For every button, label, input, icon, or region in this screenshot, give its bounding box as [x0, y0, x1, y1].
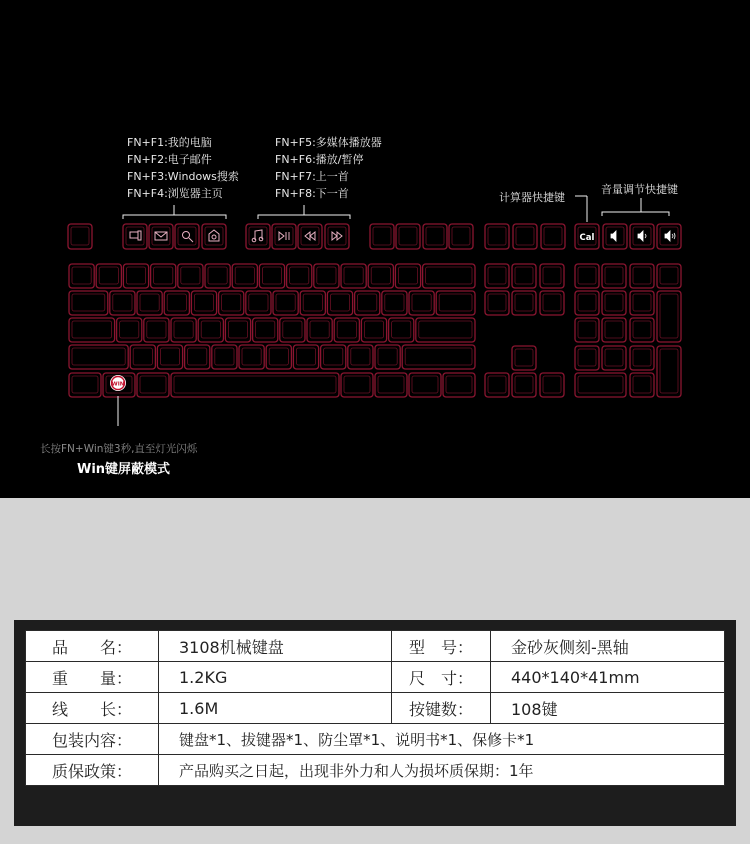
spec-value: 1.2KG — [159, 662, 392, 693]
key — [321, 345, 346, 369]
spec-label: 线 长： — [26, 693, 159, 724]
key — [409, 373, 441, 397]
callout-line: FN+F7:上一首 — [275, 170, 349, 183]
callout-line: FN+F3:Windows搜索 — [127, 170, 239, 183]
key-numpad — [657, 264, 681, 288]
key-arrow — [485, 373, 509, 397]
spec-value: 440*140*41mm — [491, 662, 725, 693]
callout-line: FN+F2:电子邮件 — [127, 153, 212, 166]
key — [69, 291, 108, 315]
music-icon — [252, 230, 263, 242]
key-numpad-plus — [657, 291, 681, 342]
key — [225, 318, 250, 342]
table-row — [26, 724, 725, 755]
key — [205, 264, 230, 288]
callout-volume: 音量调节快捷键 — [601, 183, 678, 196]
key-nav — [485, 291, 509, 315]
key-function — [123, 224, 147, 249]
callout-line: FN+F8:下一首 — [275, 187, 349, 200]
key — [185, 345, 210, 369]
key — [151, 264, 176, 288]
key-numpad — [630, 264, 654, 288]
key-arrow-up — [512, 346, 536, 370]
key — [266, 345, 291, 369]
key — [171, 373, 339, 397]
key-numpad — [575, 346, 599, 370]
key-function — [449, 224, 473, 249]
key — [259, 264, 284, 288]
key — [69, 373, 101, 397]
key-function — [423, 224, 447, 249]
key-print-group — [513, 224, 537, 249]
table-row — [26, 662, 725, 693]
key — [212, 345, 237, 369]
key-function — [202, 224, 226, 249]
win-lock-hint: 长按FN+Win键3秒,直至灯光闪烁 — [40, 443, 198, 455]
key — [368, 264, 393, 288]
spec-label: 按键数： — [392, 693, 491, 724]
key — [69, 345, 128, 369]
key — [382, 291, 407, 315]
key — [436, 291, 475, 315]
win-lock-title: Win键屏蔽模式 — [77, 462, 171, 477]
key-function — [175, 224, 199, 249]
callout-calculator: 计算器快捷键 — [499, 191, 565, 204]
callout-f5-f8 — [275, 134, 382, 202]
key — [341, 373, 373, 397]
key — [219, 291, 244, 315]
key-nav — [540, 291, 564, 315]
key-numpad — [602, 318, 626, 342]
key-numpad — [602, 291, 626, 315]
key — [287, 264, 312, 288]
spec-table — [25, 630, 725, 786]
spec-table-frame — [14, 620, 736, 826]
key — [389, 318, 414, 342]
key — [246, 291, 271, 315]
callout-line: FN+F6:播放/暂停 — [275, 153, 364, 166]
key — [355, 291, 380, 315]
key — [375, 345, 400, 369]
key-nav — [540, 264, 564, 288]
spec-value: 金砂灰侧刻-黑轴 — [491, 631, 725, 662]
key — [402, 345, 475, 369]
key-function — [246, 224, 270, 249]
mute-icon — [611, 231, 616, 241]
volume-up-icon — [665, 231, 675, 241]
spec-label: 重 量： — [26, 662, 159, 693]
key — [273, 291, 298, 315]
key-numpad-enter — [657, 346, 681, 397]
key — [171, 318, 196, 342]
key — [164, 291, 189, 315]
key — [130, 345, 155, 369]
spec-value: 108键 — [491, 693, 725, 724]
key — [69, 264, 94, 288]
key — [280, 318, 305, 342]
key — [395, 264, 420, 288]
volume-down-icon — [638, 231, 646, 241]
key — [191, 291, 216, 315]
table-row — [26, 693, 725, 724]
key — [96, 264, 121, 288]
key — [123, 264, 148, 288]
callout-bracket — [258, 215, 350, 219]
key — [341, 264, 366, 288]
spec-label: 尺 寸： — [392, 662, 491, 693]
key-function — [370, 224, 394, 249]
key-numpad — [630, 318, 654, 342]
key-numpad — [575, 264, 599, 288]
key — [198, 318, 223, 342]
key — [117, 318, 142, 342]
next-track-icon — [332, 232, 342, 240]
spec-label: 型 号： — [392, 631, 491, 662]
key — [178, 264, 203, 288]
computer-icon — [130, 231, 141, 240]
key — [137, 373, 169, 397]
spec-value: 键盘*1、拔键器*1、防尘罩*1、说明书*1、保修卡*1 — [159, 724, 725, 755]
key — [69, 318, 115, 342]
callout-line: FN+F5:多媒体播放器 — [275, 136, 382, 149]
win-key-label: WIN — [111, 381, 125, 388]
calculator-key-label: Cal — [579, 233, 595, 243]
key-arrow — [540, 373, 564, 397]
key-numpad — [575, 291, 599, 315]
table-row — [26, 631, 725, 662]
key-arrow — [512, 373, 536, 397]
key — [375, 373, 407, 397]
key-function — [396, 224, 420, 249]
key-print-group — [541, 224, 565, 249]
search-icon — [183, 232, 194, 243]
callout-bracket — [123, 215, 226, 219]
callout-line: FN+F4:浏览器主页 — [127, 187, 223, 200]
key — [314, 264, 339, 288]
key — [300, 291, 325, 315]
previous-track-icon — [305, 232, 315, 240]
callout-f1-f4 — [127, 134, 239, 202]
key — [293, 345, 318, 369]
key-numpad-dot — [630, 373, 654, 397]
key — [137, 291, 162, 315]
key-numpad — [630, 291, 654, 315]
key-nav — [485, 264, 509, 288]
spec-value: 产品购买之日起，出现非外力和人为损坏质保期：1年 — [159, 755, 725, 786]
spec-label: 质保政策： — [26, 755, 159, 786]
key — [409, 291, 434, 315]
key-numpad-zero — [575, 373, 626, 397]
key — [443, 373, 475, 397]
callout-bracket — [602, 212, 669, 216]
key-esc — [68, 224, 92, 249]
spec-label: 包装内容： — [26, 724, 159, 755]
spec-label: 品 名： — [26, 631, 159, 662]
key — [253, 318, 278, 342]
key — [361, 318, 386, 342]
key — [239, 345, 264, 369]
home-icon — [209, 230, 219, 241]
table-row — [26, 755, 725, 786]
key — [423, 264, 475, 288]
key — [110, 291, 135, 315]
key-nav — [512, 264, 536, 288]
mail-icon — [155, 232, 167, 240]
spec-value: 3108机械键盘 — [159, 631, 392, 662]
key — [334, 318, 359, 342]
key-numpad — [575, 318, 599, 342]
key-numpad — [602, 264, 626, 288]
spec-value: 1.6M — [159, 693, 392, 724]
key — [307, 318, 332, 342]
key — [416, 318, 475, 342]
key — [144, 318, 169, 342]
key-numpad — [602, 346, 626, 370]
play-pause-icon — [279, 232, 289, 240]
key — [327, 291, 352, 315]
key-nav — [512, 291, 536, 315]
callout-line: FN+F1:我的电脑 — [127, 136, 212, 149]
key — [348, 345, 373, 369]
key — [232, 264, 257, 288]
key-print-group — [485, 224, 509, 249]
key — [157, 345, 182, 369]
key-numpad — [630, 346, 654, 370]
